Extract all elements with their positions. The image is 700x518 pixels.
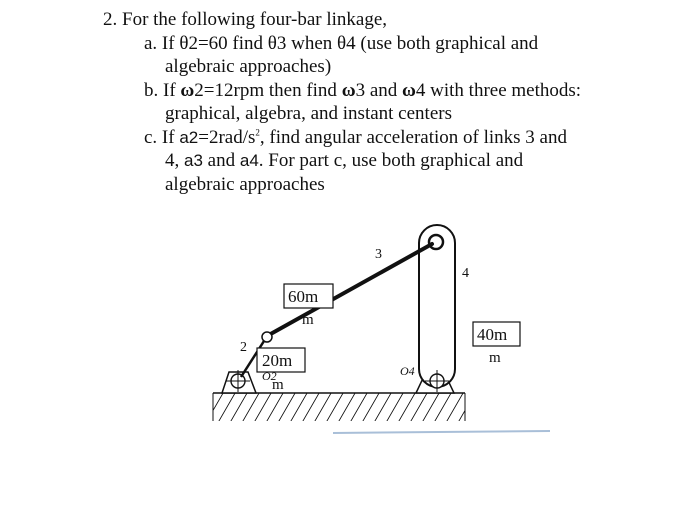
part-c-prefix: c. If	[144, 126, 180, 148]
part-c-mid: =2rad/s	[198, 126, 256, 148]
link-2-label: 2	[240, 340, 247, 355]
part-b-mid-2: 3 and	[355, 79, 403, 101]
o2-pivot-label: O2	[262, 369, 277, 383]
part-a-line-1: a. If θ2=60 find θ3 when θ4 (use both graphical and	[144, 32, 539, 54]
link-4-label: 4	[462, 266, 469, 281]
coupler-length-value: 60m	[288, 287, 319, 306]
coupler-length-unit: m	[302, 312, 314, 328]
part-c-line-3: algebraic approaches	[165, 173, 325, 195]
part-c-line2-prefix: 4,	[165, 150, 184, 171]
ground-base	[213, 393, 465, 421]
part-a-line-2: algebraic approaches)	[165, 56, 332, 77]
rocker-length-unit: m	[489, 350, 501, 366]
o4-pivot-label: O4	[400, 364, 415, 378]
crank-length-value: 20m	[262, 351, 293, 370]
omega-3-symbol: ω	[341, 79, 356, 101]
part-b-line-2: graphical, algebra, and instant centers	[165, 103, 452, 124]
squared-superscript: 2	[255, 127, 260, 138]
part-b-prefix: b. If	[144, 79, 181, 101]
part-b-mid-1: 2=12rpm then find	[194, 79, 342, 101]
alpha-3-symbol: a3	[184, 151, 203, 170]
rocker-length-value: 40m	[477, 325, 508, 344]
part-c-suffix: , find angular acceleration of links 3 and	[259, 126, 567, 148]
omega-2-symbol: ω	[180, 79, 195, 101]
alpha-4-symbol: a4	[239, 151, 259, 170]
alpha-2-symbol: a2	[179, 127, 199, 147]
crank-length-unit: m	[272, 377, 284, 393]
ground-reference-line	[333, 431, 550, 433]
link-3-label: 3	[375, 247, 382, 262]
left-pivot-support	[222, 370, 256, 393]
part-b-suffix: 4 with three methods:	[415, 79, 582, 101]
part-c-line2-suffix: . For part c, use both graphical and	[258, 150, 524, 171]
problem-heading: 2. For the following four-bar linkage,	[103, 9, 388, 30]
part-c-line2-mid: and	[202, 150, 240, 171]
omega-4-symbol: ω	[402, 79, 416, 101]
rocker-length-box	[473, 322, 520, 366]
